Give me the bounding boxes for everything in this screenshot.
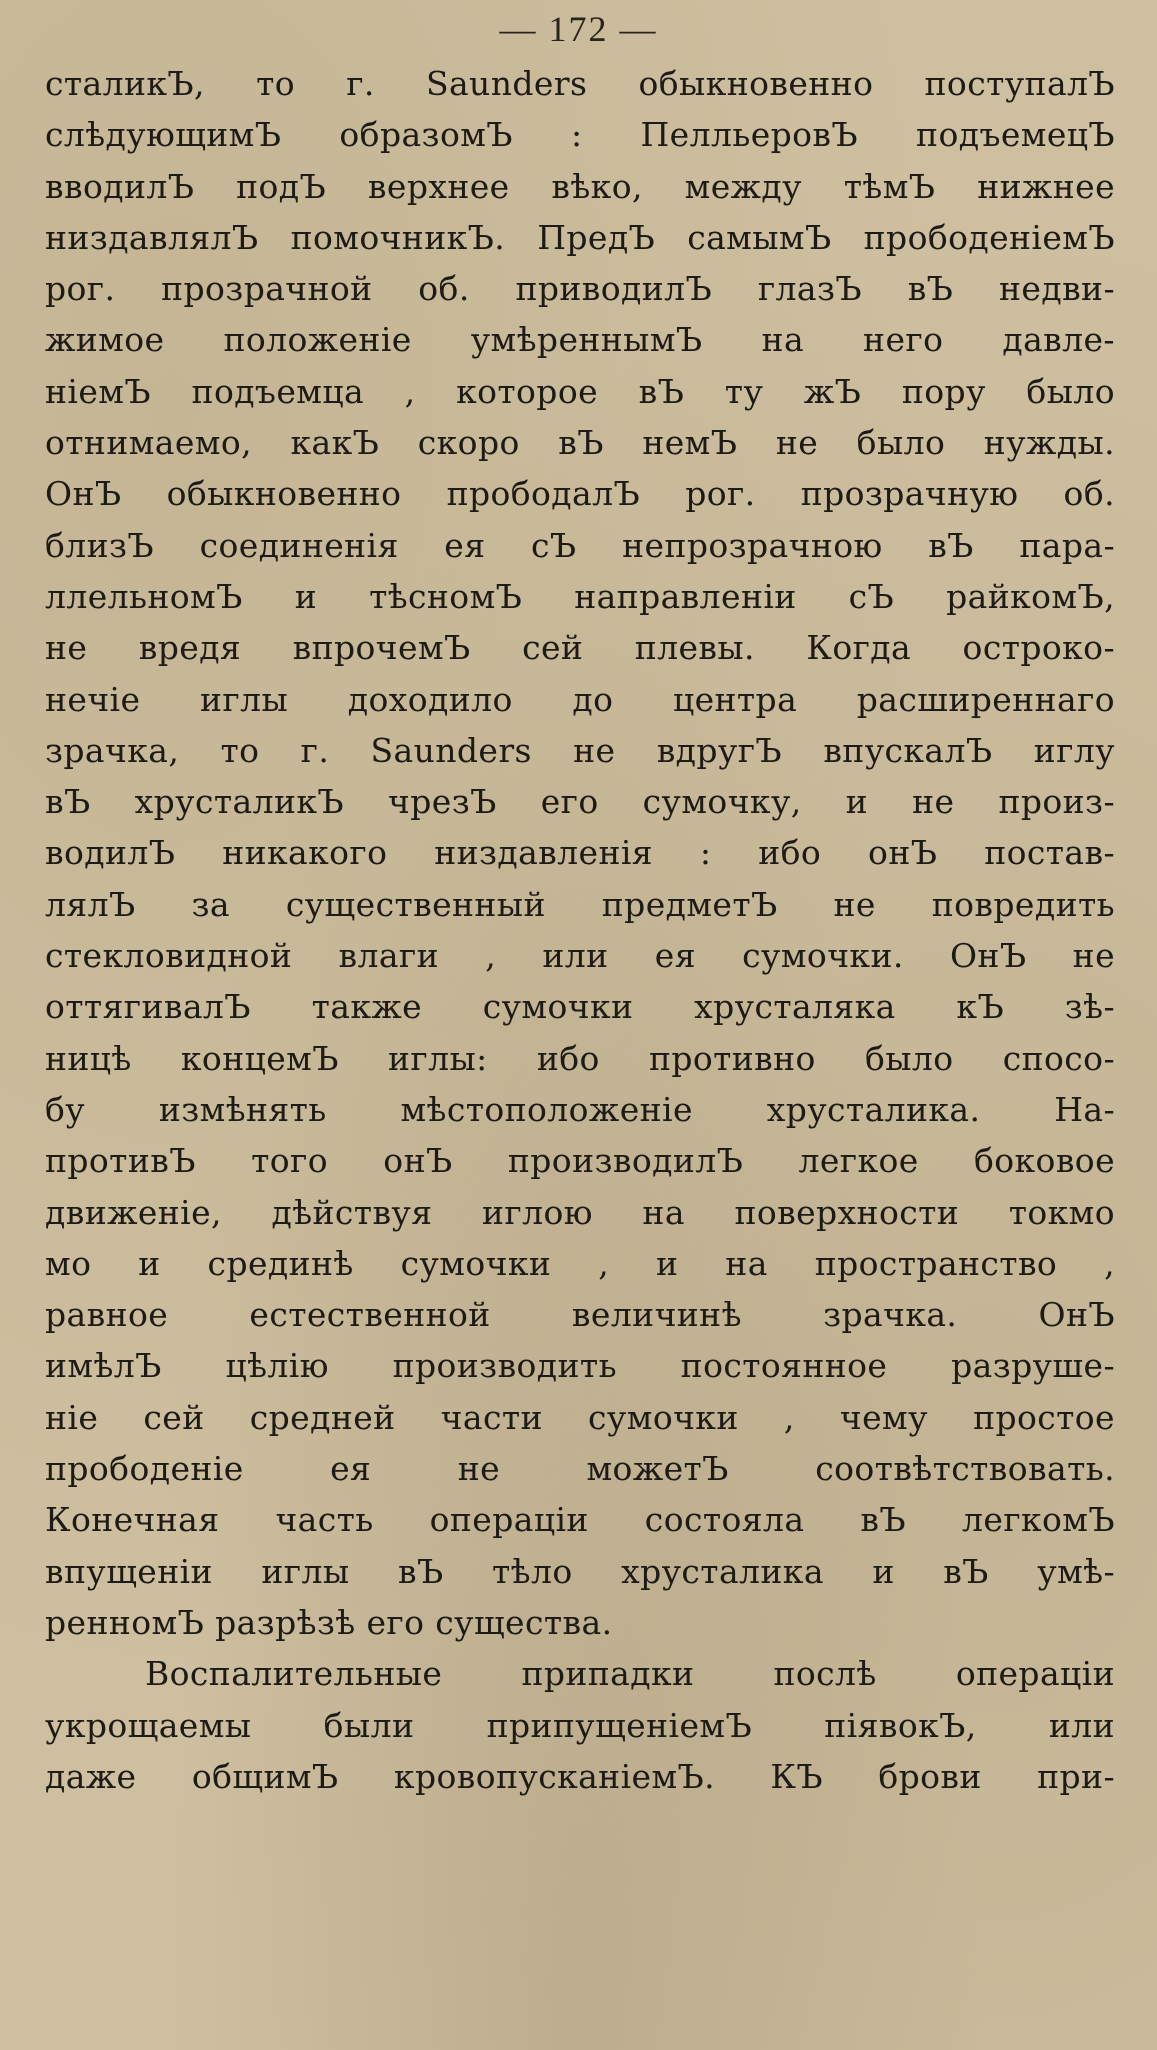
text-line: ОнЪ обыкновенно прободалЪ рог. прозрачную об. [45,474,1115,514]
text-line: впущеніи иглы вЪ тѣло хрусталика и вЪ умѣ- [45,1551,1115,1591]
text-line: укрощаемы были припущеніемЪ піявокЪ, или [45,1705,1115,1745]
text-line: вводилЪ подЪ верхнее вѣко, между тѣмЪ нижнее [45,166,1115,206]
text-line: мо и срединѣ сумочки , и на пространство , [45,1243,1115,1283]
paragraph-end-line: ренномЪ разрѣзѣ его существа. [45,1602,613,1642]
text-line: движеніе, дѣйствуя иглою на поверхности токмо [45,1192,1115,1232]
text-line: вЪ хрусталикЪ чрезЪ его сумочку, и не произ- [45,782,1115,822]
text-line: Конечная часть операціи состояла вЪ легкомЪ [45,1500,1115,1540]
text-line: бу измѣнять мѣстоположеніе хрусталика. На- [45,1089,1115,1129]
text-line: слѣдующимЪ образомЪ : ПелльеровЪ подъемецЪ [45,115,1115,155]
text-line: низдавлялЪ помочникЪ. ПредЪ самымЪ прободеніемЪ [45,217,1115,257]
paragraph-start-line: Воспалительные припадки послѣ операціи [145,1654,1115,1694]
text-line: сталикЪ, то г. Saunders обыкновенно поступалЪ [45,64,1115,103]
text-line: зрачка, то г. Saunders не вдругЪ впускалЪ иглу [45,730,1115,770]
text-line: водилЪ никакого низдавленія : ибо онЪ постав- [45,833,1115,873]
text-line: ницѣ концемЪ иглы: ибо противно было спосо- [45,1038,1115,1078]
text-line: даже общимЪ кровопусканіемЪ. КЪ брови при- [45,1756,1115,1796]
text-line: оттягивалЪ также сумочки хрусталяка кЪ зѣ- [45,987,1115,1027]
text-line: равное естественной величинѣ зрачка. ОнЪ [45,1295,1115,1335]
text-line: имѣлЪ цѣлію производить постоянное разруше- [45,1346,1115,1386]
text-line: прободеніе ея не можетЪ соотвѣтствовать. [45,1449,1115,1489]
page-number: — 172 — [499,9,658,49]
text-line: противЪ того онЪ производилЪ легкое боковое [45,1141,1115,1181]
text-line: ніемЪ подъемца , которое вЪ ту жЪ пору было [45,371,1115,411]
text-line: близЪ соединенія ея сЪ непрозрачною вЪ пара- [45,525,1115,565]
text-line: лялЪ за существенный предметЪ не повредить [45,884,1115,924]
text-line: нечіе иглы доходило до центра расширеннаго [45,679,1115,719]
text-line: жимое положеніе умѣреннымЪ на него давле- [45,320,1115,360]
text-line: не вредя впрочемЪ сей плевы. Когда остроко- [45,628,1115,668]
text-line: рог. прозрачной об. приводилЪ глазЪ вЪ недви- [45,269,1115,309]
text-line: отнимаемо, какЪ скоро вЪ немЪ не было нужды. [45,423,1115,463]
body-text [45,58,1115,1802]
text-line: ллельномЪ и тѣсномЪ направленіи сЪ райкомЪ, [45,576,1115,616]
text-line: ніе сей средней части сумочки , чему простое [45,1397,1115,1437]
text-line: стекловидной влаги , или ея сумочки. ОнЪ не [45,936,1115,976]
